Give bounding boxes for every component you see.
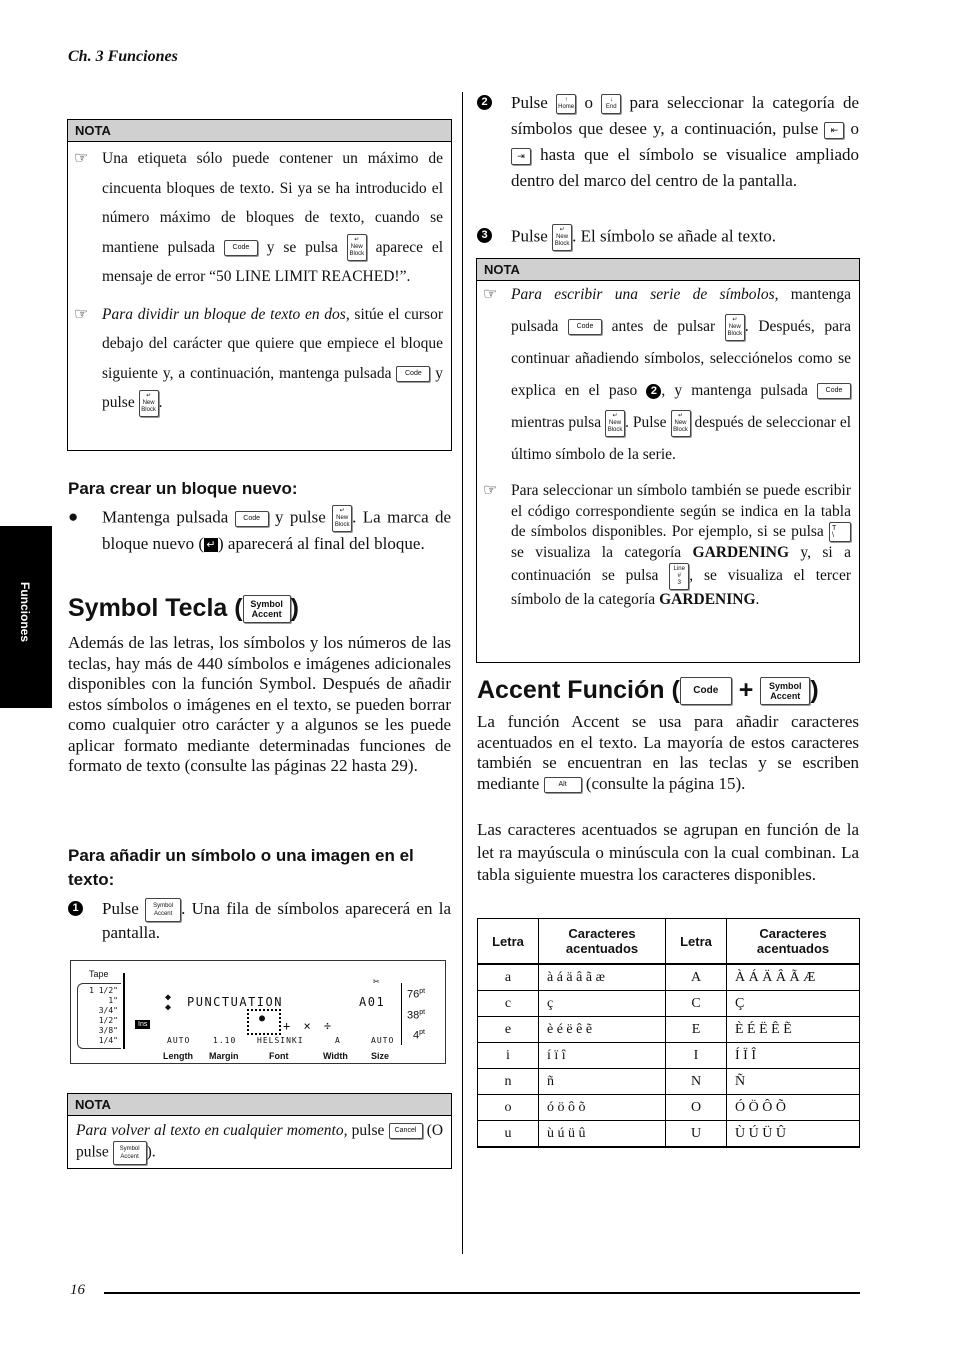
note-text: y, si a continuación se pulsa [511, 543, 852, 585]
text: y pulse [275, 507, 326, 527]
note-text: y se pulsa [266, 238, 338, 256]
note-text: . [755, 591, 760, 608]
note-text: Para seleccionar un símbolo también se puede escribir el código correspondiente según se indica en la tabla de símbolos disponibles. Por ejemplo, si se pulsa [511, 482, 851, 540]
text: Mantenga pulsada [102, 507, 229, 527]
column-header: Letra [666, 919, 727, 965]
step-number: 3 [477, 228, 492, 243]
note-text: mientras pulsa [511, 414, 602, 431]
side-tab [0, 526, 52, 708]
note-text: antes de pulsar [611, 318, 716, 335]
t-key-icon: T \ [829, 522, 851, 542]
bullet-icon: ● [68, 507, 79, 526]
note-text: sitúe el cursor debajo del carácter que quiere que empiece el bloque siguiente y, a continuación, mantenga pulsada [102, 305, 443, 382]
note-title: NOTA [68, 1094, 451, 1116]
note-text: y pulse [102, 364, 444, 411]
left-arrow-key-icon: ⇤ [824, 122, 844, 139]
new-block-key-icon: ↵ New Block [332, 505, 352, 532]
new-block-heading: Para crear un bloque nuevo: [68, 479, 298, 498]
step-number: 1 [68, 901, 83, 916]
add-symbol-heading: Para añadir un símbolo o una imagen en el texto: [68, 846, 414, 889]
table-row: n ñ N Ñ [478, 1069, 860, 1095]
plus-sign: + [738, 676, 754, 704]
note-body [68, 144, 451, 292]
scissors-icon: ✂ [373, 975, 380, 988]
footer-rule [104, 1292, 860, 1294]
text: . Una fila de símbolos aparecerá en la pantalla. [102, 899, 451, 943]
table-row: c ç C Ç [478, 991, 860, 1017]
note-box-1 [67, 119, 452, 451]
column-divider [462, 92, 463, 1254]
text: Pulse [511, 93, 548, 112]
tape-size: 1" [108, 996, 118, 1005]
accent-paragraph-1 [477, 712, 859, 794]
step-1 [68, 898, 451, 943]
lcd-ins-badge: Ins [135, 1020, 150, 1029]
accent-heading-end: ) [810, 676, 819, 704]
symbol-paragraph: Además de las letras, los símbolos y los números de las teclas, hay más de 440 símbolos e imágenes adicionales disponibles con la función Symbol. Después de añadir estos símbolos o imágenes en el texto, se pueden borrar como cualquier otro carácter y a algunos se les puede aplicar formato mediante determinadas funciones de formato de texto (consulte las páginas 22 hasta 29). [68, 633, 451, 775]
new-block-key-icon: ↵ New Block [725, 314, 745, 341]
text: hasta que el símbolo se visualice ampliado dentro del marco del centro de la pantalla. [511, 145, 860, 190]
code-key-icon: Code [680, 677, 732, 705]
step-3 [477, 224, 859, 251]
lcd-label: Font [269, 1051, 289, 1061]
text: (consulte la página 15). [585, 773, 746, 793]
lcd-tape-label: Tape [89, 969, 109, 979]
side-tab-label: Funciones [18, 582, 32, 643]
lcd-label: Width [323, 1051, 348, 1061]
pt-value: $76^{pt}$ [407, 988, 426, 1001]
text: Pulse [511, 226, 548, 246]
lcd-screen [123, 973, 397, 1049]
lcd-label: Length [163, 1051, 193, 1061]
new-block-key-icon: ↵ New Block [552, 224, 572, 251]
code-key-icon: Code [568, 319, 602, 335]
new-block-key-icon: ↵ New Block [347, 234, 367, 261]
note-text: se visualiza la categoría [511, 543, 682, 561]
tape-size: 1 1/2" [89, 986, 118, 995]
end-key-icon: ↓ End [601, 94, 621, 114]
column-header: Caracteres acentuados [539, 919, 666, 965]
code-key-icon: Code [235, 511, 269, 527]
code-key-icon: Code [396, 366, 430, 382]
category-name: GARDENING [692, 543, 789, 561]
lcd-symbols-row: + × ÷ [283, 1019, 335, 1033]
text: o [584, 93, 593, 112]
category-name: GARDENING [659, 591, 756, 608]
note-text: mantenga pulsada [511, 286, 851, 335]
text: Pulse [102, 899, 139, 918]
note-body [68, 1120, 451, 1165]
note-box-3 [476, 258, 860, 663]
note-text: Para escribir una serie de símbolos, [511, 286, 779, 303]
lcd-display [70, 960, 446, 1064]
text: La función Accent se usa para añadir caracteres acentuados en el texto. La mayoría de estos caracteres también se encuentran en las teclas y se escriben mediante [477, 712, 859, 793]
note-text: . [158, 394, 163, 411]
lcd-pt-scale [401, 983, 425, 1045]
note-body [477, 481, 859, 611]
accent-paragraph-2: Las caracteres acentuados se agrupan en función de la let ra mayúscula o minúscula con la cual combinan. La tabla siguiente muestra los caracteres disponibles. [477, 820, 859, 884]
symbol-heading-end: ) [290, 594, 299, 622]
new-block-mark-icon: ↵ [204, 538, 218, 552]
note-body [477, 279, 859, 471]
note-text: . Pulse [625, 414, 667, 431]
text: . El símbolo se añade al texto. [572, 226, 777, 246]
table-header-row [478, 919, 860, 965]
status-value: A [335, 1036, 341, 1045]
pt-value: $38^{pt}$ [407, 1008, 426, 1022]
status-value: 1.10 [213, 1036, 237, 1045]
pointing-hand-icon: ☞ [74, 305, 89, 323]
step-2 [477, 90, 859, 194]
step-number: 2 [477, 95, 492, 110]
status-value: AUTO [371, 1036, 395, 1045]
code-key-icon: Code [224, 240, 258, 256]
note-text: después de seleccionar el último símbolo de la serie. [511, 414, 852, 463]
chapter-header: Ch. 3 Funciones [68, 48, 178, 65]
column-header: Caracteres acentuados [727, 919, 860, 965]
lcd-category: PUNCTUATION [187, 995, 283, 1009]
three-key-icon: Line # 3 [669, 563, 689, 590]
table-row: o ó ö ô õ O Ó Ö Ô Õ [478, 1095, 860, 1121]
cancel-key-icon: Cancel [389, 1123, 423, 1139]
lcd-tape-sizes [77, 983, 121, 1049]
symbol-heading-text: Symbol Tecla ( [68, 594, 243, 622]
step-ref-2-icon: 2 [646, 384, 661, 399]
symbol-heading [68, 594, 299, 623]
note-text: Para dividir un bloque de texto en dos, [102, 305, 350, 323]
symbol-accent-key-icon: Symbol Accent [243, 595, 291, 623]
text: ) aparecerá al final del bloque. [217, 534, 425, 553]
pointing-hand-icon: ☞ [74, 150, 89, 167]
note-box-2 [67, 1093, 452, 1169]
right-arrow-key-icon: ⇥ [511, 148, 531, 165]
table-row: a à á ä â ã æ A À Á Ä Â Ã Æ [478, 964, 860, 991]
pt-value: $4^{pt}$ [413, 1029, 425, 1042]
lcd-symbol-code: A01 [359, 995, 386, 1009]
symbol-accent-key-icon: Symbol Accent [113, 1141, 147, 1165]
accent-table [477, 918, 860, 1148]
note-title: NOTA [68, 120, 451, 142]
symbol-accent-key-icon: Symbol Accent [760, 677, 810, 705]
table-row: i í ï î I Í Ï Î [478, 1043, 860, 1069]
tape-size: 3/8" [98, 1026, 118, 1035]
note-text: ). [146, 1143, 156, 1161]
updown-arrow-icon: ◆ ◆ [165, 992, 172, 1013]
alt-key-icon: Alt [544, 777, 582, 793]
note-body [68, 300, 451, 418]
column-header: Letra [478, 919, 539, 965]
page-number: 16 [70, 1282, 85, 1298]
note-text: Para volver al texto en cualquier momento, [76, 1122, 348, 1139]
tape-size: 3/4" [98, 1006, 118, 1015]
table-row: e è é ë ê ẽ E È É Ë Ê Ẽ [478, 1017, 860, 1043]
text: para seleccionar la categoría de símbolos que desee y, a continuación, pulse [511, 93, 860, 138]
new-block-key-icon: ↵ New Block [671, 410, 691, 437]
new-block-key-icon: ↵ New Block [139, 390, 159, 417]
note-text: aparece el mensaje de error “50 LINE LIMIT REACHED!”. [102, 238, 444, 285]
pointing-hand-icon: ☞ [483, 286, 498, 303]
accent-heading-text: Accent Función ( [477, 676, 680, 704]
tape-size: 1/2" [98, 1016, 118, 1025]
home-key-icon: ↑ Home [556, 94, 576, 114]
note-text: . Después, para continuar añadiendo símbolos, selecciónelos como se explica en el paso [511, 318, 852, 399]
note-text: , y mantenga pulsada [661, 382, 808, 399]
note-text: Una etiqueta sólo puede contener un máximo de cincuenta bloques de texto. Si ya se ha introducido el número máximo de bloques de texto, cuando se mantiene pulsada [102, 150, 443, 256]
lcd-label: Margin [209, 1051, 239, 1061]
text: o [850, 119, 860, 138]
lcd-label: Size [371, 1051, 390, 1061]
accent-heading [477, 676, 819, 705]
new-block-key-icon: ↵ New Block [605, 410, 625, 437]
new-block-item [68, 505, 451, 555]
text: . La marca de bloque nuevo ( [102, 507, 452, 553]
table-row: u ù ú ü û U Ù Ú Ü Û [478, 1121, 860, 1148]
note-text: , se visualiza el tercer símbolo de la categoría [511, 567, 851, 608]
lcd-center-symbol: ● [259, 1013, 266, 1024]
code-key-icon: Code [817, 383, 851, 399]
status-value: HELSINKI [257, 1036, 304, 1045]
symbol-accent-key-icon: Symbol Accent [145, 898, 181, 922]
pointing-hand-icon: ☞ [483, 482, 498, 499]
tape-size: 1/4" [98, 1036, 118, 1045]
status-value: AUTO [167, 1036, 191, 1045]
note-text: (O pulse [76, 1122, 444, 1161]
note-title: NOTA [477, 259, 859, 281]
note-text: pulse [351, 1122, 385, 1139]
